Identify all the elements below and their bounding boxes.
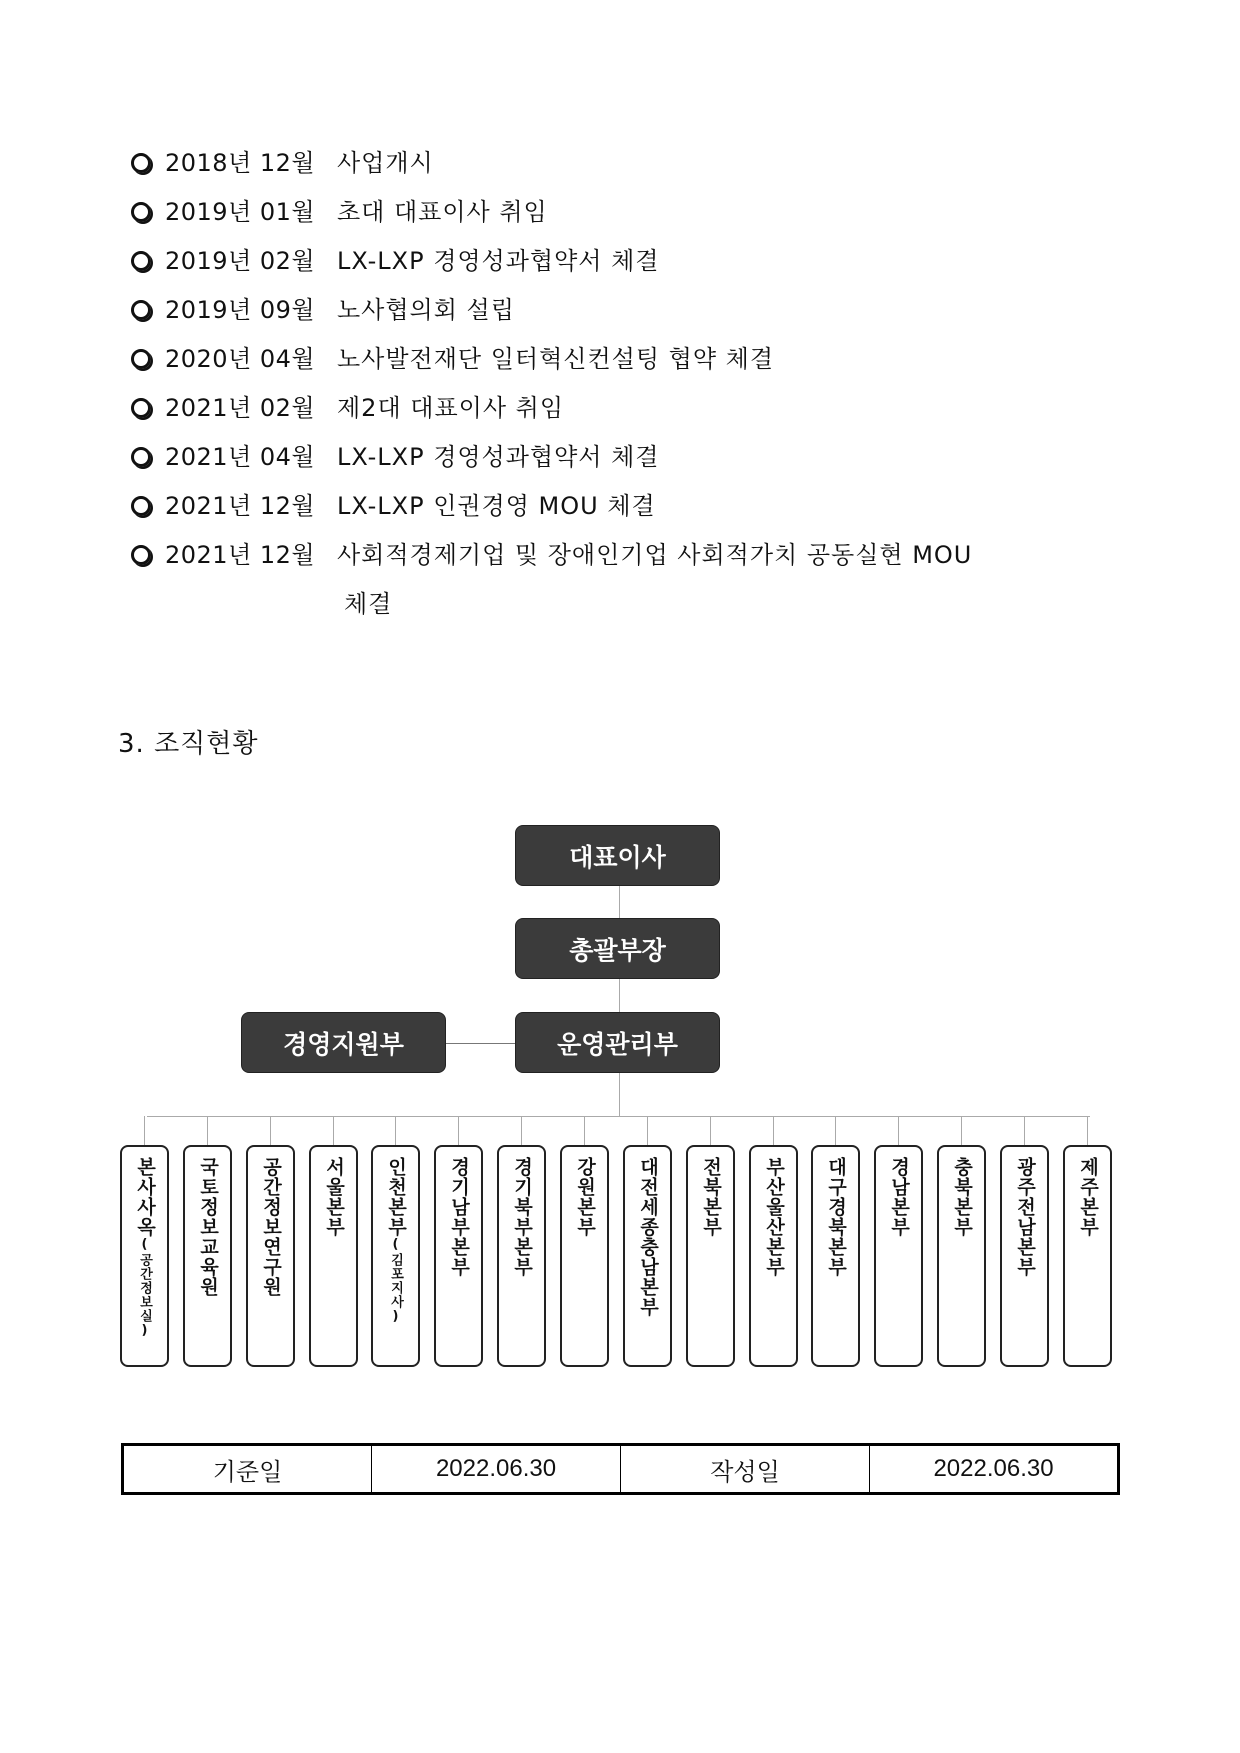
history-date: 2019년 02월: [165, 247, 316, 275]
connector-line: [619, 1072, 620, 1116]
written-date-label: 작성일: [621, 1445, 870, 1494]
org-unit-label: 인천본부: [385, 1157, 407, 1237]
history-text: LX-LXP 경영성과협약서 체결: [337, 247, 660, 275]
org-unit-label: 강원본부: [574, 1157, 596, 1237]
org-unit-box: [937, 1145, 986, 1367]
org-unit-box: [560, 1145, 609, 1367]
org-unit-box: [686, 1145, 735, 1367]
org-unit-label: 공간정보연구원: [260, 1157, 282, 1297]
org-unit-box: [497, 1145, 546, 1367]
org-unit-label: 본사사옥: [134, 1157, 156, 1237]
org-unit-label: 경기남부본부: [448, 1157, 470, 1277]
base-date-value: 2022.06.30: [372, 1445, 621, 1494]
history-date: 2021년 12월: [165, 541, 316, 569]
org-unit-label: 제주본부: [1077, 1157, 1099, 1237]
general-manager-box: 총괄부장: [516, 919, 719, 978]
org-unit-label: 부산울산본부: [763, 1157, 785, 1277]
org-unit-box: [623, 1145, 672, 1367]
org-unit-label: 충북본부: [951, 1157, 973, 1237]
org-unit-label: 광주전남본부: [1014, 1157, 1036, 1277]
history-item: [131, 335, 972, 384]
history-date: 2021년 12월: [165, 492, 316, 520]
org-unit-box: [371, 1145, 420, 1367]
circle-bullet-icon: [131, 153, 151, 173]
ceo-box: 대표이사: [516, 826, 719, 885]
connector-line: [773, 1116, 774, 1145]
history-item: [131, 433, 972, 482]
org-unit-box: [434, 1145, 483, 1367]
org-unit-label: 국토정보교육원: [197, 1157, 219, 1297]
org-unit-label: 서울본부: [323, 1157, 345, 1237]
connector-line: [961, 1116, 962, 1145]
history-text: 사회적경제기업 및 장애인기업 사회적가치 공동실현 MOU: [337, 541, 973, 569]
history-item: [131, 531, 973, 618]
written-date-value: 2022.06.30: [870, 1445, 1119, 1494]
operations-dept-box: 운영관리부: [516, 1013, 719, 1072]
history-list: [131, 139, 973, 618]
circle-bullet-icon: [131, 349, 151, 369]
connector-line: [898, 1116, 899, 1145]
history-item: [131, 286, 972, 335]
org-unit-box: [749, 1145, 798, 1367]
section-title: 3. 조직현황: [118, 729, 259, 759]
connector-line: [144, 1116, 145, 1145]
history-text: 노사발전재단 일터혁신컨설팅 협약 체결: [337, 345, 775, 373]
org-unit-box: [811, 1145, 860, 1367]
history-text-continuation: 체결: [344, 590, 393, 618]
history-date: 2020년 04월: [165, 345, 316, 373]
connector-line: [647, 1116, 648, 1145]
circle-bullet-icon: [131, 251, 151, 271]
support-dept-box: 경영지원부: [242, 1013, 445, 1072]
base-date-label: 기준일: [123, 1445, 372, 1494]
circle-bullet-icon: [131, 447, 151, 467]
history-date: 2019년 01월: [165, 198, 316, 226]
history-item: [131, 384, 972, 433]
connector-line: [1087, 1116, 1088, 1145]
org-unit-box: [120, 1145, 169, 1367]
history-item: [131, 139, 972, 188]
connector-line: [395, 1116, 396, 1145]
org-unit-box: [309, 1145, 358, 1367]
connector-line: [333, 1116, 334, 1145]
connector-line: [710, 1116, 711, 1145]
connector-line: [458, 1116, 459, 1145]
connector-line: [270, 1116, 271, 1145]
org-unit-box: [874, 1145, 923, 1367]
org-unit-box: [183, 1145, 232, 1367]
connector-line: [835, 1116, 836, 1145]
history-text: LX-LXP 인권경영 MOU 체결: [337, 492, 656, 520]
org-unit-note: (김포지사): [388, 1237, 403, 1325]
org-unit-box: [1000, 1145, 1049, 1367]
connector-line: [445, 1043, 515, 1044]
connector-line: [584, 1116, 585, 1145]
circle-bullet-icon: [131, 398, 151, 418]
connector-line: [521, 1116, 522, 1145]
org-unit-label: 대전세종충남본부: [637, 1157, 659, 1317]
history-date: 2021년 02월: [165, 394, 316, 422]
circle-bullet-icon: [131, 545, 151, 565]
history-item: [131, 237, 972, 286]
circle-bullet-icon: [131, 202, 151, 222]
org-unit-note: (공간정보실): [137, 1237, 152, 1339]
connector-line: [619, 978, 620, 1018]
org-unit-box: [246, 1145, 295, 1367]
table-row: [123, 1445, 1119, 1494]
history-item: [131, 482, 972, 531]
circle-bullet-icon: [131, 496, 151, 516]
org-unit-label: 전북본부: [700, 1157, 722, 1237]
connector-line: [1024, 1116, 1025, 1145]
org-unit-label: 경기북부본부: [511, 1157, 533, 1277]
history-text: LX-LXP 경영성과협약서 체결: [337, 443, 660, 471]
connector-line: [147, 1116, 1090, 1117]
history-date: 2018년 12월: [165, 149, 316, 177]
connector-line: [207, 1116, 208, 1145]
history-item: [131, 188, 972, 237]
history-date: 2019년 09월: [165, 296, 316, 324]
org-unit-box: [1063, 1145, 1112, 1367]
history-text: 노사협의회 설립: [337, 296, 515, 324]
circle-bullet-icon: [131, 300, 151, 320]
info-table: [121, 1443, 1120, 1495]
org-unit-label: 경남본부: [888, 1157, 910, 1237]
history-text: 초대 대표이사 취임: [337, 198, 548, 226]
history-date: 2021년 04월: [165, 443, 316, 471]
org-unit-label: 대구경북본부: [825, 1157, 847, 1277]
history-text: 제2대 대표이사 취임: [337, 394, 564, 422]
history-text: 사업개시: [337, 149, 434, 177]
